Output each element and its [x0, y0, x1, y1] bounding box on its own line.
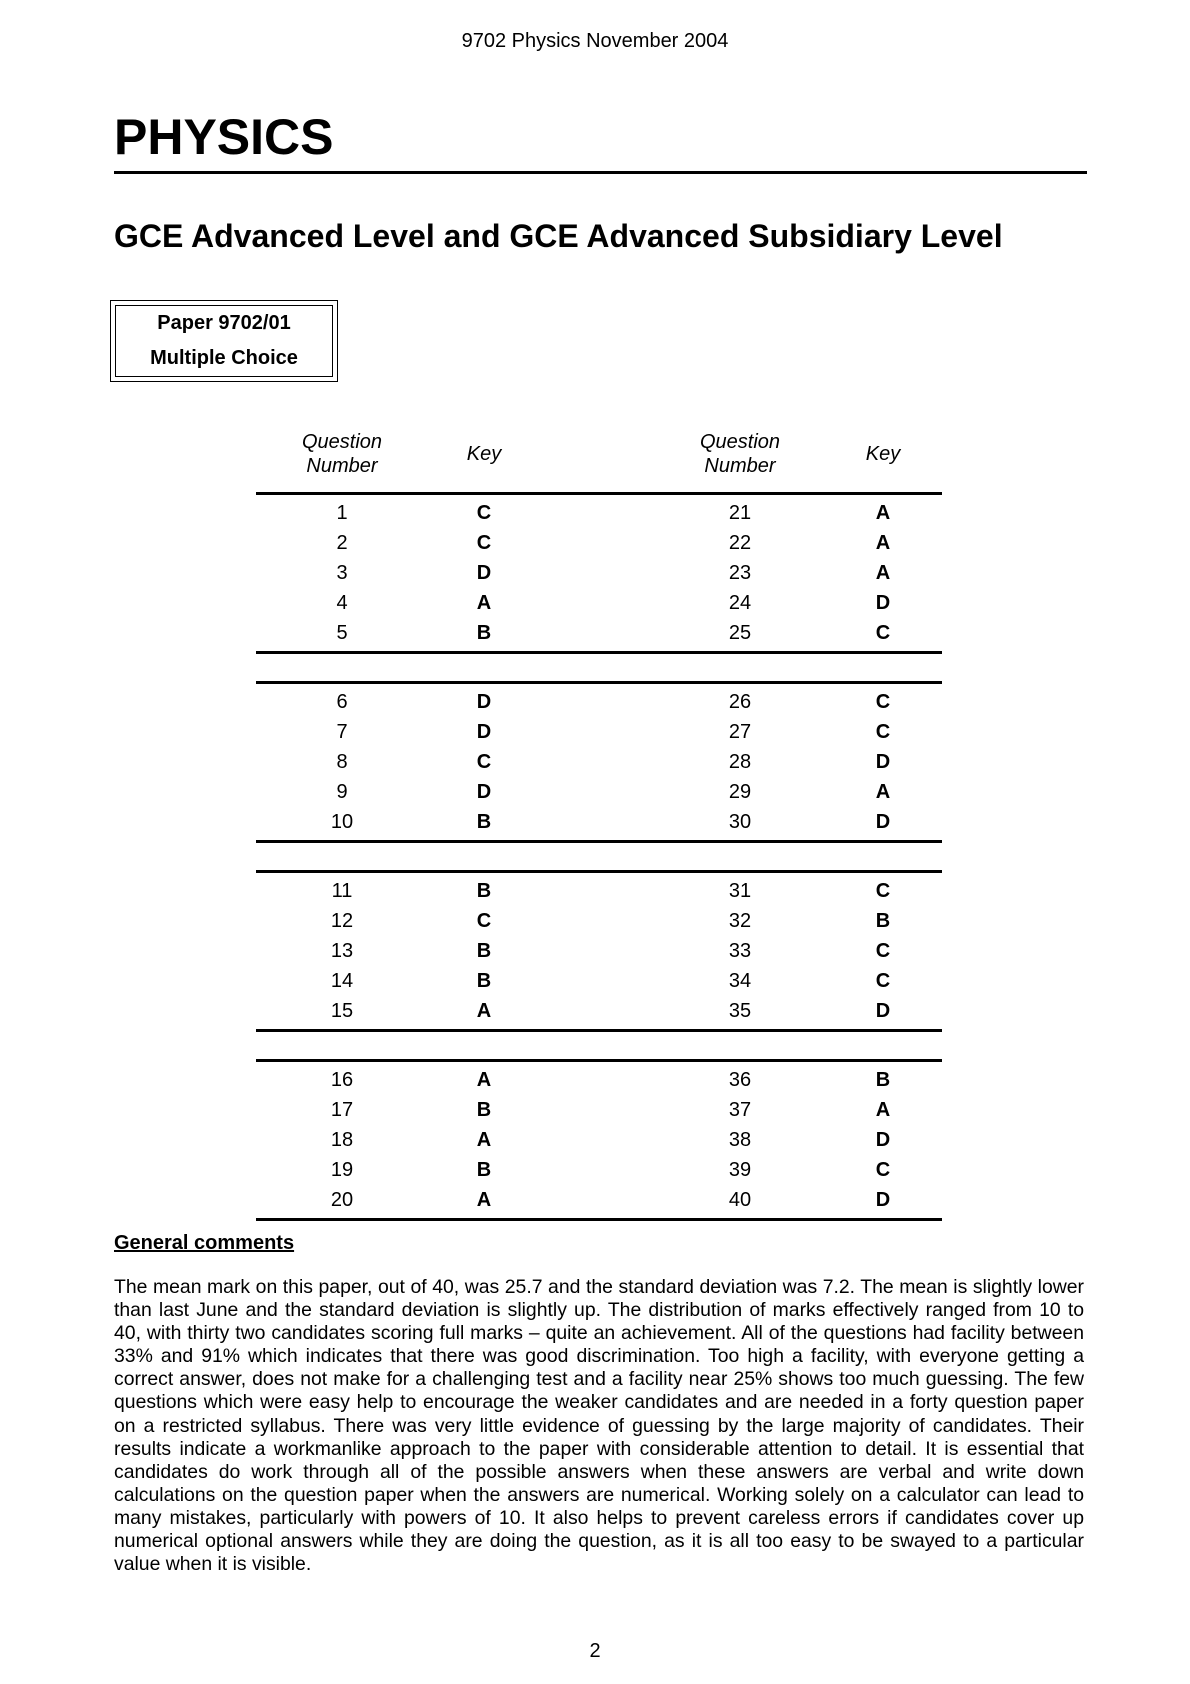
question-number: 10 [330, 811, 354, 833]
answer-key: C [875, 970, 891, 992]
question-number: 34 [728, 970, 752, 992]
group-gap [256, 843, 942, 870]
answer-key: B [476, 940, 492, 962]
answer-key: B [476, 880, 492, 902]
general-comments-text: The mean mark on this paper, out of 40, was 25.7 and the standard deviation was 7.2. The mean is slightly lower than last June and the standard deviation is slightly up. The distribution of marks effectively ranged from 10 to 40, with thirty two candidates scoring full marks – quite an achievement. All of the questions had facility between 33% and 91% which indicates that there was good discrimination. Too high a facility, with everyone getting a correct answer, does not make for a challenging test and a facility near 25% shows too much guessing. The few questions which were easy help to encourage the weaker candidates and are needed in a forty question paper on a restricted syllabus. There was very little evidence of guessing by the large majority of candidates. Their results indicate a workmanlike approach to the paper with considerable attention to detail. It is essential that candidates do work through all of the possible answers when these answers are verbal and write down calculations on the question paper when the answers are numerical. Working solely on a calculator can lead to many mistakes, particularly with powers of 10. It also helps to prevent careless errors if candidates cover up numerical optional answers while they are doing the question, as it is all too easy to be swayed to a particular value when it is visible. [114, 1276, 1084, 1576]
group-gap [256, 1032, 942, 1059]
subject-title: PHYSICS [114, 109, 334, 165]
question-number: 9 [336, 781, 348, 803]
answer-key: C [476, 910, 492, 932]
answer-key: B [875, 910, 891, 932]
header-question-label: Question [301, 431, 383, 453]
table-row [256, 528, 942, 558]
question-number: 26 [728, 691, 752, 713]
question-number: 5 [336, 622, 348, 644]
answer-key: B [476, 970, 492, 992]
answer-key: A [476, 1189, 492, 1211]
answer-key: B [476, 1099, 492, 1121]
question-number: 22 [728, 532, 752, 554]
table-row [256, 807, 942, 837]
question-number: 36 [728, 1069, 752, 1091]
answer-key: C [875, 880, 891, 902]
header-key-right: Key [865, 443, 901, 465]
table-row [256, 588, 942, 618]
question-number: 21 [728, 502, 752, 524]
question-number: 6 [336, 691, 348, 713]
question-number: 8 [336, 751, 348, 773]
question-number: 17 [330, 1099, 354, 1121]
table-row [256, 687, 942, 717]
table-row [256, 558, 942, 588]
question-number: 28 [728, 751, 752, 773]
table-row [256, 1125, 942, 1155]
answer-key: D [476, 691, 492, 713]
answer-key: C [476, 502, 492, 524]
answer-key: A [476, 1000, 492, 1022]
question-number: 1 [336, 502, 348, 524]
question-number: 35 [728, 1000, 752, 1022]
table-group [256, 495, 942, 648]
table-group [256, 1062, 942, 1215]
table-row [256, 747, 942, 777]
question-number: 31 [728, 880, 752, 902]
table-body [256, 495, 942, 1221]
answer-key: D [875, 811, 891, 833]
table-rule [256, 1218, 942, 1221]
table-row [256, 1185, 942, 1215]
question-number: 24 [728, 592, 752, 614]
question-number: 16 [330, 1069, 354, 1091]
answer-key: D [476, 721, 492, 743]
table-group [256, 873, 942, 1026]
question-number: 30 [728, 811, 752, 833]
question-number: 7 [336, 721, 348, 743]
table-group [256, 684, 942, 837]
question-number: 29 [728, 781, 752, 803]
question-number: 40 [728, 1189, 752, 1211]
question-number: 3 [336, 562, 348, 584]
question-number: 19 [330, 1159, 354, 1181]
answer-key: D [875, 751, 891, 773]
table-row [256, 1155, 942, 1185]
question-number: 20 [330, 1189, 354, 1211]
answer-key: C [875, 1159, 891, 1181]
question-number: 27 [728, 721, 752, 743]
question-number: 33 [728, 940, 752, 962]
answer-key-table [256, 430, 942, 1221]
answer-key: A [875, 502, 891, 524]
question-number: 39 [728, 1159, 752, 1181]
answer-key: A [875, 562, 891, 584]
answer-key: B [476, 622, 492, 644]
answer-key: B [476, 811, 492, 833]
table-row [256, 777, 942, 807]
answer-key: B [875, 1069, 891, 1091]
table-row [256, 1095, 942, 1125]
answer-key: D [476, 781, 492, 803]
table-row [256, 498, 942, 528]
running-header: 9702 Physics November 2004 [461, 30, 729, 52]
table-header [256, 430, 942, 492]
page-number: 2 [589, 1640, 601, 1662]
paper-box [110, 300, 338, 382]
question-number: 12 [330, 910, 354, 932]
header-number-label: Number [704, 455, 776, 477]
answer-key: C [875, 940, 891, 962]
table-row [256, 618, 942, 648]
answer-key: C [476, 751, 492, 773]
table-row [256, 717, 942, 747]
question-number: 23 [728, 562, 752, 584]
question-number: 2 [336, 532, 348, 554]
header-question-number-right [660, 430, 820, 478]
table-row [256, 966, 942, 996]
header-question-label: Question [699, 431, 781, 453]
question-number: 37 [728, 1099, 752, 1121]
answer-key: A [875, 1099, 891, 1121]
answer-key: C [875, 622, 891, 644]
answer-key: B [476, 1159, 492, 1181]
question-number: 13 [330, 940, 354, 962]
question-number: 11 [331, 880, 353, 902]
table-row [256, 996, 942, 1026]
paper-type: Multiple Choice [150, 347, 298, 369]
table-row [256, 936, 942, 966]
header-question-number-left [262, 430, 422, 478]
question-number: 4 [336, 592, 348, 614]
answer-key: D [875, 1129, 891, 1151]
question-number: 18 [330, 1129, 354, 1151]
header-key-left: Key [466, 443, 502, 465]
table-row [256, 1065, 942, 1095]
answer-key: D [476, 562, 492, 584]
answer-key: A [476, 592, 492, 614]
answer-key: A [875, 781, 891, 803]
paper-number: Paper 9702/01 [157, 312, 291, 334]
answer-key: C [875, 721, 891, 743]
answer-key: A [476, 1069, 492, 1091]
table-row [256, 876, 942, 906]
question-number: 32 [728, 910, 752, 932]
answer-key: A [875, 532, 891, 554]
answer-key: C [476, 532, 492, 554]
question-number: 38 [728, 1129, 752, 1151]
question-number: 15 [330, 1000, 354, 1022]
level-title: GCE Advanced Level and GCE Advanced Subsidiary Level [114, 218, 1003, 254]
group-gap [256, 654, 942, 681]
answer-key: A [476, 1129, 492, 1151]
general-comments-heading: General comments [114, 1232, 295, 1254]
answer-key: D [875, 1000, 891, 1022]
answer-key: D [875, 1189, 891, 1211]
question-number: 25 [728, 622, 752, 644]
title-rule [114, 171, 1087, 174]
header-number-label: Number [306, 455, 378, 477]
table-row [256, 906, 942, 936]
answer-key: D [875, 592, 891, 614]
question-number: 14 [330, 970, 354, 992]
answer-key: C [875, 691, 891, 713]
paper-box-inner [115, 305, 333, 377]
